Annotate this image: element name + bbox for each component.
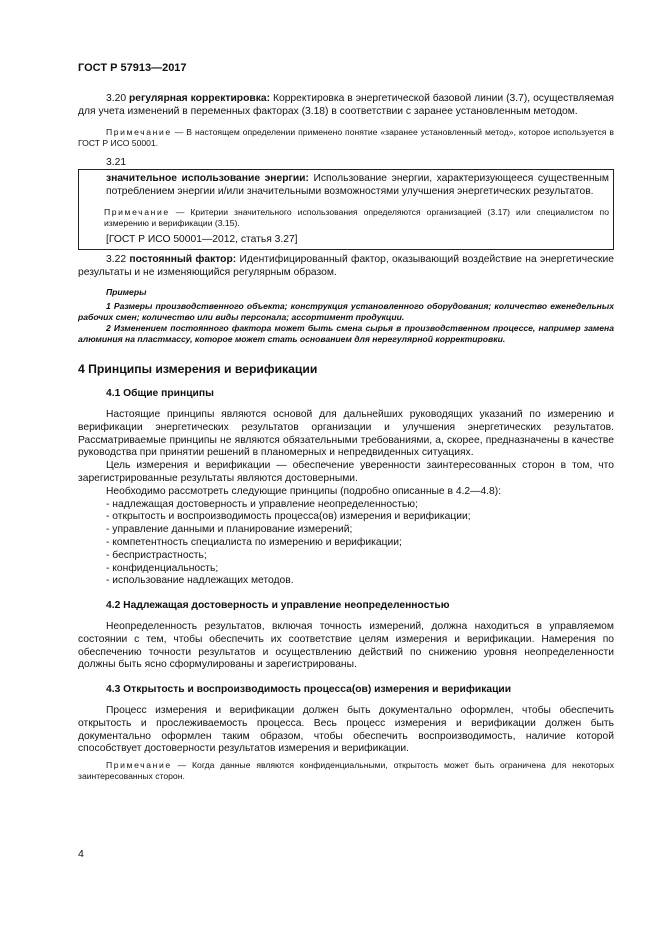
- note-3-21: [104, 207, 609, 229]
- clause-3-20: [78, 93, 614, 119]
- list-item: - управление данными и планирование измерений;: [106, 524, 353, 536]
- clause-3-22: [78, 254, 614, 280]
- section-title: 4 Принципы измерения и верификации: [78, 362, 318, 377]
- note-label: Примечание: [106, 760, 172, 771]
- list-item: - беспристрастность;: [106, 549, 207, 561]
- subsection-title-4-2: 4.2 Надлежащая достоверность и управление неопределенностью: [106, 600, 450, 612]
- paragraph: Неопределенность результатов, включая точность измерений, должна находиться в управляемом состоянии с тем, чтобы обеспечить их соответствие целям измерения и верификации. Намерения по обеспечению точности результатов и осуществлению действий по снижению уровня неопределенности должны быть ясно сформулированы и зарегистрированы.: [78, 620, 614, 671]
- list-item: - надлежащая достоверность и управление неопределенностью;: [106, 498, 418, 510]
- subsection-title-4-3: 4.3 Открытость и воспроизводимость процесса(ов) измерения и верификации: [106, 684, 512, 696]
- definition: Корректировка в энергетической базовой линии (3.7), осуществляемая для учета изменений в переменных факторах (3.18) в соответствии с заранее установленным методом.: [78, 93, 614, 117]
- note-3-20: [78, 127, 614, 149]
- example-2: 2 Изменением постоянного фактора может быть смена сырья в производственном процессе, например замена алюминия на пластмассу, которое может стать основанием для нерегулярной корректировки.: [78, 323, 614, 345]
- term: регулярная корректировка:: [129, 93, 271, 104]
- note-text: — Критерии значительного использования определяются организацией (3.17) или специалистом по измерению и верификации (3.15).: [104, 206, 609, 228]
- paragraph: Настоящие принципы являются основой для дальнейших руководящих указаний по измерению и верификации энергетических результатов организации и улучшения энергетических результатов. Рассматриваемые принципы не являются обязательными требованиями, а, скорее, предназначены в качестве руководства при принятии решений в планомерных и непредвиденных ситуациях.: [78, 408, 614, 459]
- document-header: ГОСТ Р 57913—2017: [78, 62, 187, 74]
- term: постоянный фактор:: [129, 253, 237, 265]
- document-body: [78, 93, 614, 782]
- clause-number: 3.20: [106, 93, 127, 104]
- examples-label: Примеры: [106, 287, 147, 298]
- source-reference: [ГОСТ Р ИСО 50001—2012, статья 3.27]: [106, 233, 298, 245]
- clause-3-21: [106, 173, 609, 199]
- clause-number: 3.22: [106, 253, 127, 265]
- note-label: Примечание: [106, 126, 172, 137]
- definition: Идентифицированный фактор, оказывающий воздействие на энергетические результаты и не изменяющийся регулярным образом.: [78, 253, 614, 278]
- list-item: - использование надлежащих методов.: [106, 575, 294, 587]
- note-label: Примечание: [104, 206, 170, 217]
- term: значительное использование энергии:: [106, 173, 309, 185]
- paragraph: Цель измерения и верификации — обеспечение уверенности заинтересованных сторон в том, что зарегистрированные результаты являются достоверными.: [78, 460, 614, 484]
- principles-list: [78, 499, 614, 589]
- subsection-title-4-1: 4.1 Общие принципы: [106, 388, 214, 400]
- clause-3-21-box: [78, 169, 614, 249]
- note-4-3: [78, 760, 614, 782]
- example-1: 1 Размеры производственного объекта; конструкция установленного оборудования; количество еженедельных рабочих смен; количество или виды персонала; ассортимент продукции.: [78, 301, 614, 323]
- paragraph: Необходимо рассмотреть следующие принципы (подробно описанные в 4.2—4.8):: [106, 485, 502, 497]
- note-text: — Когда данные являются конфиденциальными, открытость может быть ограничена для некоторых заинтересованных сторон.: [78, 760, 615, 782]
- clause-3-21-number: 3.21: [106, 156, 127, 168]
- list-item: - открытость и воспроизводимость процесса(ов) измерения и верификации;: [106, 511, 471, 523]
- list-item: - конфиденциальность;: [106, 562, 219, 574]
- list-item: - компетентность специалиста по измерению и верификации;: [106, 536, 402, 548]
- definition: Использование энергии, характеризующееся существенным потреблением энергии и/или значительными возможностями улучшения энергетических результатов.: [106, 173, 609, 198]
- page-number: 4: [78, 848, 84, 860]
- paragraph: Процесс измерения и верификации должен быть документально оформлен, чтобы обеспечить открытость и прослеживаемость процесса. Весь процесс измерения и верификации должен быть документально оформлен таким образом, чтобы обеспечить воспроизводимость, наличие которой способствует достоверности результатов измерения и верификации.: [78, 704, 614, 755]
- note-text: — В настоящем определении применено понятие «заранее установленный метод», которое используется в ГОСТ Р ИСО 50001.: [78, 126, 614, 148]
